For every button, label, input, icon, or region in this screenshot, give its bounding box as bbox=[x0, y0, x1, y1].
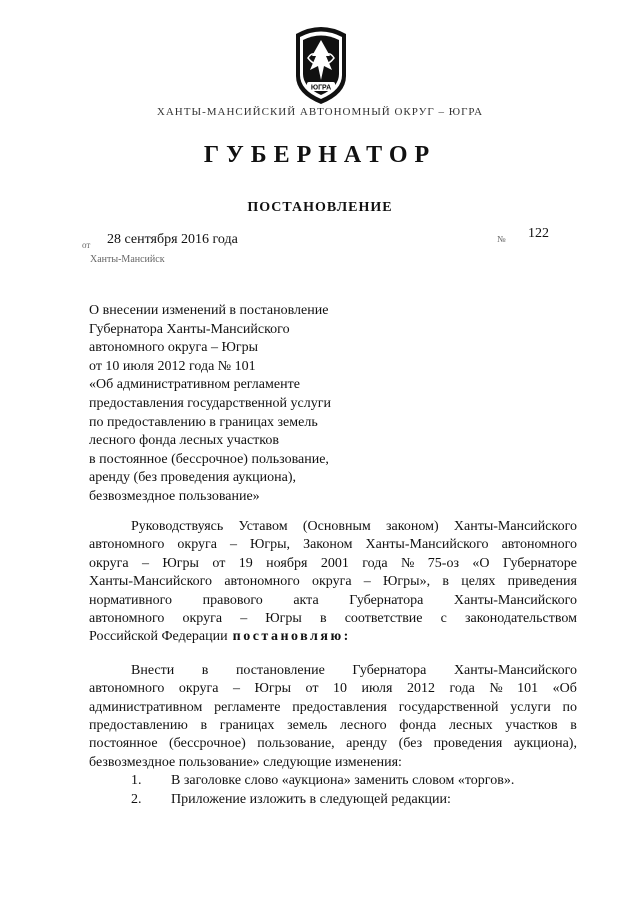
word: лесных bbox=[448, 717, 493, 733]
word: в bbox=[201, 662, 209, 678]
justified-line bbox=[89, 680, 577, 698]
last-line bbox=[89, 628, 577, 646]
word: услуги bbox=[510, 699, 551, 715]
word: округа bbox=[177, 537, 217, 553]
word: предоставления bbox=[292, 699, 387, 715]
justified-line bbox=[89, 573, 577, 591]
word: аукциона), bbox=[513, 736, 577, 752]
word: Ханты-Мансийского bbox=[453, 592, 577, 608]
decree-keyword: постановляю: bbox=[232, 629, 351, 645]
word: автономного bbox=[89, 610, 165, 626]
word: Законом bbox=[303, 537, 353, 553]
word: законодательством bbox=[464, 610, 577, 626]
word: года bbox=[449, 681, 475, 697]
justified-line bbox=[89, 592, 577, 610]
word: 10 bbox=[332, 681, 347, 697]
region-heading: ХАНТЫ-МАНСИЙСКИЙ АВТОНОМНЫЙ ОКРУГ – ЮГРА bbox=[156, 106, 484, 118]
word: границах bbox=[219, 717, 275, 733]
preamble-paragraph bbox=[89, 518, 577, 647]
word: с bbox=[440, 610, 447, 626]
word: Губернатора bbox=[349, 592, 424, 608]
word: Ханты-Мансийского bbox=[453, 519, 577, 534]
document-number: 122 bbox=[528, 226, 549, 241]
date-prefix: от bbox=[82, 240, 91, 250]
word: – bbox=[232, 681, 240, 697]
word: Югры bbox=[265, 610, 302, 626]
word: участков bbox=[505, 717, 558, 733]
word: (бессрочное) bbox=[168, 736, 246, 752]
word: – bbox=[142, 555, 149, 571]
word: по bbox=[562, 699, 577, 715]
word: целях bbox=[461, 574, 496, 590]
justified-line bbox=[89, 717, 577, 735]
word: Югры, bbox=[250, 537, 291, 553]
word: «О bbox=[472, 555, 490, 571]
word: № bbox=[401, 555, 415, 571]
word: 2012 bbox=[406, 681, 435, 697]
word: Внести bbox=[131, 662, 175, 678]
word: Ханты-Мансийского bbox=[453, 662, 577, 678]
word: приведения bbox=[507, 574, 577, 590]
subject-line: по предоставлению в границах земель bbox=[89, 414, 318, 430]
justified-line bbox=[89, 518, 577, 536]
word: в bbox=[442, 574, 449, 590]
word: автономного bbox=[501, 537, 577, 553]
word: Губернатора bbox=[352, 662, 427, 678]
preamble-text: Российской Федерации bbox=[89, 629, 228, 645]
word: Ханты-Мансийского bbox=[89, 574, 213, 590]
emblem-label: ЮГРА bbox=[310, 84, 332, 92]
word: от bbox=[305, 681, 319, 697]
word: июля bbox=[361, 681, 393, 697]
word: 75-оз bbox=[427, 555, 459, 571]
subject-line: автономного округа – Югры bbox=[89, 340, 258, 356]
justified-line bbox=[89, 735, 577, 753]
word: лесного bbox=[340, 717, 387, 733]
word: автономного bbox=[89, 537, 165, 553]
word: Югры», bbox=[383, 574, 431, 590]
subject-line: безвозмездное пользование» bbox=[89, 488, 260, 504]
word: 2001 bbox=[320, 555, 349, 571]
list-item-number: 1. bbox=[131, 773, 142, 789]
last-line bbox=[89, 754, 577, 772]
subject-line: от 10 июля 2012 года № 101 bbox=[89, 358, 256, 374]
word: аренду bbox=[346, 736, 388, 752]
word: пользование, bbox=[257, 736, 335, 752]
subject-line: лесного фонда лесных участков bbox=[89, 433, 279, 449]
word: (без bbox=[398, 736, 423, 752]
word: административном bbox=[89, 699, 203, 715]
word: – bbox=[363, 574, 371, 590]
subject-line: аренду (без проведения аукциона), bbox=[89, 470, 297, 486]
word: регламенте bbox=[214, 699, 281, 715]
governor-heading: ГУБЕРНАТОР bbox=[203, 142, 437, 168]
word: ноября bbox=[266, 555, 308, 571]
word: округа bbox=[89, 555, 129, 571]
word: Уставом bbox=[238, 519, 288, 534]
word: 101 bbox=[517, 681, 539, 697]
resolution-paragraph bbox=[89, 662, 577, 772]
list-item bbox=[89, 772, 577, 791]
subject-line: О внесении изменений в постановление bbox=[89, 303, 329, 318]
word: автономного bbox=[89, 681, 165, 697]
document-type-heading: ПОСТАНОВЛЕНИЕ bbox=[247, 200, 393, 215]
word: Югры bbox=[162, 555, 199, 571]
word: 19 bbox=[238, 555, 253, 571]
document-subject bbox=[89, 302, 409, 507]
word: в bbox=[200, 717, 208, 733]
word: – bbox=[240, 610, 248, 626]
word: № bbox=[489, 681, 503, 697]
word: государственной bbox=[398, 699, 499, 715]
justified-line bbox=[89, 555, 577, 573]
subject-line: Губернатора Ханты-Мансийского bbox=[89, 321, 290, 337]
justified-line bbox=[89, 610, 577, 628]
word: года bbox=[362, 555, 388, 571]
word: – bbox=[230, 537, 237, 553]
word: земель bbox=[287, 717, 328, 733]
document-city: Ханты-Мансийск bbox=[90, 254, 165, 265]
word: соответствие bbox=[344, 610, 423, 626]
subject-line: предоставления государственной услуги bbox=[89, 395, 331, 411]
justified-line bbox=[89, 662, 577, 680]
document-body bbox=[89, 518, 577, 810]
word: Ханты-Мансийского bbox=[365, 537, 489, 553]
word: округа bbox=[311, 574, 352, 590]
word: округа bbox=[178, 681, 219, 697]
word: Руководствуясь bbox=[131, 519, 224, 534]
word: автономного bbox=[224, 574, 300, 590]
word: (Основным bbox=[302, 519, 371, 534]
list-item-text: В заголовке слово «аукциона» заменить словом «торгов». bbox=[171, 773, 515, 789]
word: Губернаторе bbox=[502, 555, 577, 571]
list-item-text: Приложение изложить в следующей редакции: bbox=[171, 792, 451, 808]
word: в bbox=[319, 610, 327, 626]
word: предоставлению bbox=[89, 717, 188, 733]
word: округа bbox=[182, 610, 223, 626]
word: правового bbox=[202, 592, 263, 608]
word: «Об bbox=[552, 681, 577, 697]
list-item bbox=[89, 791, 577, 810]
list-item-number: 2. bbox=[131, 792, 142, 808]
number-prefix: № bbox=[497, 234, 506, 244]
word: фонда bbox=[399, 717, 437, 733]
coat-of-arms-emblem bbox=[288, 22, 354, 106]
word: проведения bbox=[433, 736, 503, 752]
justified-line bbox=[89, 536, 577, 554]
resolution-text: безвозмездное пользование» следующие изменения: bbox=[89, 754, 402, 770]
word: Югры bbox=[254, 681, 292, 697]
word: акта bbox=[293, 592, 319, 608]
justified-line bbox=[89, 699, 577, 717]
word: в bbox=[570, 717, 577, 733]
subject-line: «Об административном регламенте bbox=[89, 377, 300, 393]
document-date: 28 сентября 2016 года bbox=[107, 232, 238, 247]
word: нормативного bbox=[89, 592, 173, 608]
word: постоянное bbox=[89, 736, 158, 752]
word: постановление bbox=[235, 662, 325, 678]
subject-line: в постоянное (бессрочное) пользование, bbox=[89, 451, 329, 467]
word: от bbox=[212, 555, 226, 571]
word: законом) bbox=[386, 519, 439, 534]
